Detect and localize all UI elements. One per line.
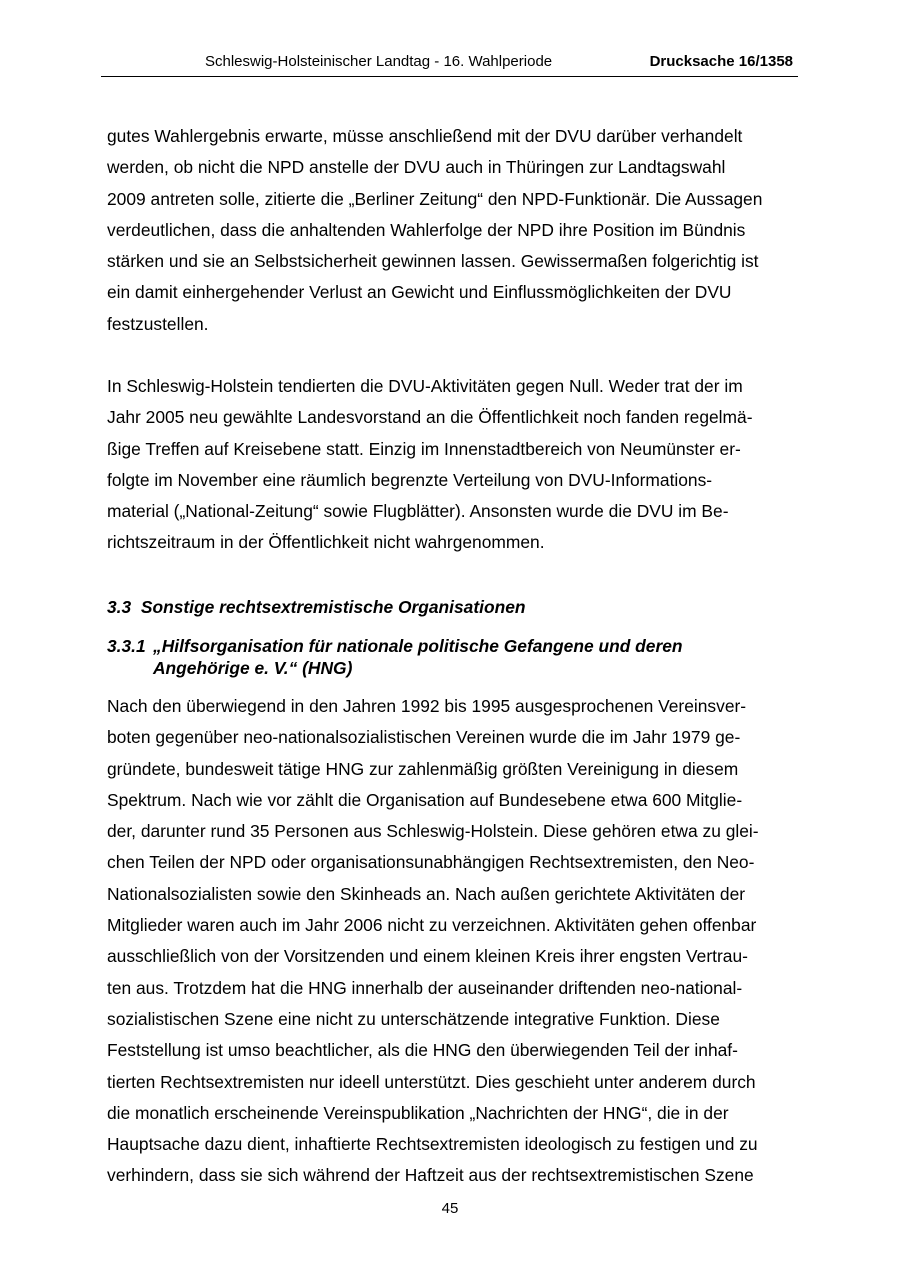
text-line: gutes Wahlergebnis erwarte, müsse anschließend mit der DVU darüber verhandelt bbox=[107, 126, 743, 146]
text-line: ten aus. Trotzdem hat die HNG innerhalb der auseinander driftenden neo-national- bbox=[107, 977, 743, 998]
subsection-number: 3.3.1 bbox=[107, 636, 146, 656]
text-line: verdeutlichen, dass die anhaltenden Wahlerfolge der NPD ihre Position im Bündnis bbox=[107, 219, 746, 240]
page-number: 45 bbox=[441, 1200, 459, 1217]
text-line: boten gegenüber neo-nationalsozialistischen Vereinen wurde die im Jahr 1979 ge- bbox=[107, 727, 741, 748]
text-line: ßige Treffen auf Kreisebene statt. Einzig im Innenstadtbereich von Neumünster er- bbox=[107, 438, 741, 459]
text-line: 2009 antreten solle, zitierte die „Berliner Zeitung“ den NPD-Funktionär. Die Aussagen bbox=[107, 188, 763, 209]
subsection-title-line1: „Hilfsorganisation für nationale politische Gefangene und deren bbox=[153, 636, 683, 656]
text-line: festzustellen. bbox=[107, 313, 209, 334]
text-line: Hauptsache dazu dient, inhaftierte Rechtsextremisten ideologisch zu festigen und zu bbox=[107, 1134, 758, 1155]
document-number: Drucksache 16/1358 bbox=[649, 53, 793, 70]
paragraph-1 bbox=[107, 121, 797, 340]
section-heading bbox=[107, 596, 526, 618]
text-line: die monatlich erscheinende Vereinspublikation „Nachrichten der HNG“, die in der bbox=[107, 1102, 729, 1123]
paragraph-3 bbox=[107, 691, 797, 1192]
text-line: gründete, bundesweit tätige HNG zur zahlenmäßig größten Vereinigung in diesem bbox=[107, 758, 739, 779]
text-line: tierten Rechtsextremisten nur ideell unterstützt. Dies geschieht unter anderem durch bbox=[107, 1071, 756, 1092]
paragraph-2 bbox=[107, 371, 797, 559]
text-line: material („National-Zeitung“ sowie Flugblätter). Ansonsten wurde die DVU im Be- bbox=[107, 501, 729, 522]
text-line: Spektrum. Nach wie vor zählt die Organisation auf Bundesebene etwa 600 Mitglie- bbox=[107, 789, 743, 810]
subsection-title-line2: Angehörige e. V.“ (HNG) bbox=[153, 657, 353, 678]
text-line: folgte im November eine räumlich begrenzte Verteilung von DVU-Informations- bbox=[107, 469, 713, 490]
text-line: Jahr 2005 neu gewählte Landesvorstand an die Öffentlichkeit noch fanden regelmä- bbox=[107, 407, 753, 428]
text-line: verhindern, dass sie sich während der Haftzeit aus der rechtsextremistischen Szene bbox=[107, 1165, 754, 1186]
text-line: In Schleswig-Holstein tendierten die DVU-Aktivitäten gegen Null. Weder trat der im bbox=[107, 376, 743, 396]
text-line: der, darunter rund 35 Personen aus Schleswig-Holstein. Diese gehören etwa zu glei- bbox=[107, 821, 759, 842]
page-header bbox=[101, 52, 798, 77]
subsection-heading bbox=[107, 636, 683, 679]
text-line: Nach den überwiegend in den Jahren 1992 bis 1995 ausgesprochenen Vereinsver- bbox=[107, 696, 747, 716]
section-number: 3.3 bbox=[107, 597, 132, 617]
header-title: Schleswig-Holsteinischer Landtag - 16. Wahlperiode bbox=[205, 53, 553, 70]
text-line: richtszeitraum in der Öffentlichkeit nicht wahrgenommen. bbox=[107, 532, 545, 553]
text-line: Mitglieder waren auch im Jahr 2006 nicht zu verzeichnen. Aktivitäten gehen offenbar bbox=[107, 915, 757, 936]
text-line: Nationalsozialisten sowie den Skinheads an. Nach außen gerichtete Aktivitäten der bbox=[107, 883, 746, 904]
text-line: ein damit einhergehender Verlust an Gewicht und Einflussmöglichkeiten der DVU bbox=[107, 282, 732, 303]
text-line: Feststellung ist umso beachtlicher, als die HNG den überwiegenden Teil der inhaf- bbox=[107, 1040, 738, 1061]
section-title: Sonstige rechtsextremistische Organisationen bbox=[140, 597, 526, 617]
text-line: werden, ob nicht die NPD anstelle der DVU auch in Thüringen zur Landtagswahl bbox=[107, 157, 726, 178]
text-line: chen Teilen der NPD oder organisationsunabhängigen Rechtsextremisten, den Neo- bbox=[107, 852, 755, 873]
text-line: ausschließlich von der Vorsitzenden und einem kleinen Kreis ihrer engsten Vertrau- bbox=[107, 946, 748, 967]
text-line: sozialistischen Szene eine nicht zu unterschätzende integrative Funktion. Diese bbox=[107, 1008, 720, 1029]
text-line: stärken und sie an Selbstsicherheit gewinnen lassen. Gewissermaßen folgerichtig ist bbox=[107, 251, 759, 272]
